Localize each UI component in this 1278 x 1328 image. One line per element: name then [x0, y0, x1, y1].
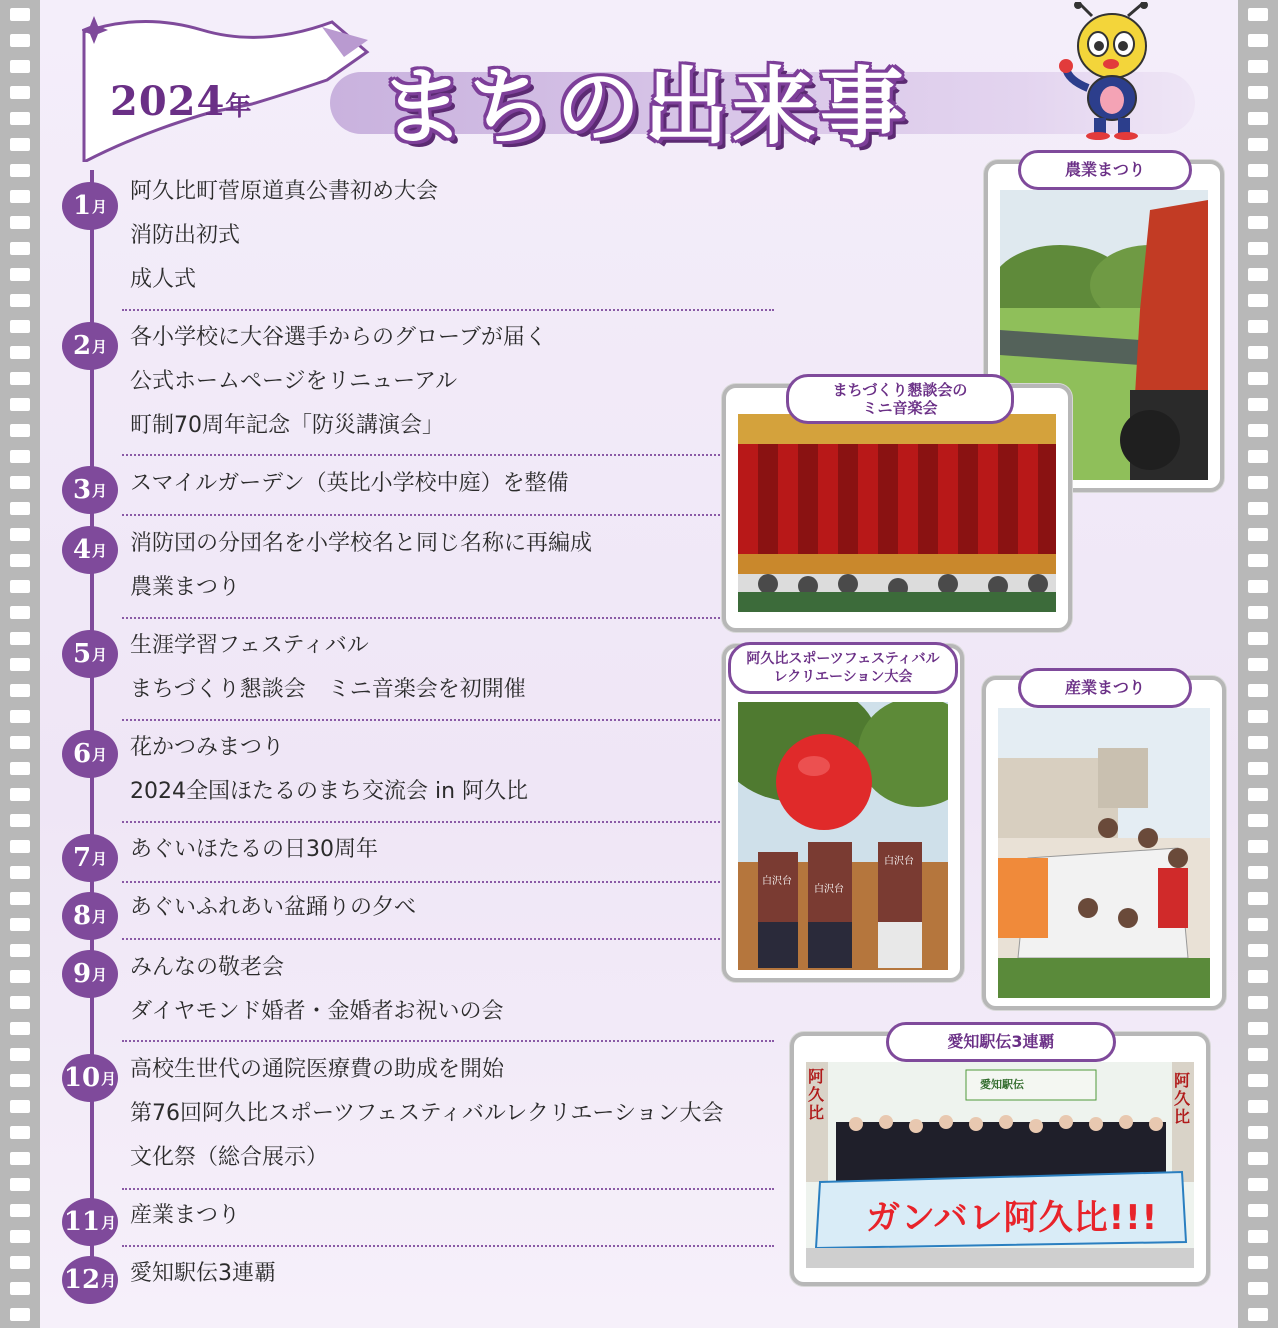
divider	[122, 881, 720, 883]
film-hole	[1248, 554, 1268, 567]
film-hole	[10, 1282, 30, 1295]
film-hole	[10, 216, 30, 229]
event-text: 文化祭（総合展示）	[130, 1145, 329, 1170]
film-hole	[10, 996, 30, 1009]
film-hole	[1248, 658, 1268, 671]
year-label: 2024年	[110, 78, 253, 125]
film-hole	[1248, 684, 1268, 697]
film-hole	[10, 762, 30, 775]
film-hole	[1248, 1126, 1268, 1139]
film-hole	[10, 476, 30, 489]
film-hole	[10, 1100, 30, 1113]
film-hole	[1248, 164, 1268, 177]
film-hole	[1248, 1282, 1268, 1295]
flag-text: 阿久比	[808, 1067, 825, 1122]
photo-mini-concert	[722, 381, 1072, 632]
film-hole	[1248, 294, 1268, 307]
divider	[122, 514, 720, 516]
photo-sports-festival	[722, 644, 964, 982]
film-hole	[1248, 1074, 1268, 1087]
flag-text: 阿久比	[1174, 1071, 1191, 1126]
event-text: 花かつみまつり	[130, 735, 285, 760]
film-hole	[10, 138, 30, 151]
film-hole	[10, 502, 30, 515]
month-badge-9: 9 月	[62, 950, 118, 998]
film-hole	[1248, 710, 1268, 723]
film-hole	[1248, 1256, 1268, 1269]
film-hole	[10, 372, 30, 385]
event-text: ダイヤモンド婚者・金婚者お祝いの会	[130, 999, 504, 1024]
event-text: 成人式	[130, 267, 197, 292]
event-text: 愛知駅伝3連覇	[130, 1261, 276, 1286]
bib-label: 白沢台	[814, 884, 844, 895]
event-text: 農業まつり	[130, 575, 241, 600]
film-hole	[10, 710, 30, 723]
bib-label: 白沢台	[884, 856, 914, 867]
film-hole	[1248, 866, 1268, 879]
film-hole	[1248, 398, 1268, 411]
film-hole	[1248, 736, 1268, 749]
industry-festival-image	[998, 708, 1210, 998]
film-hole	[1248, 216, 1268, 229]
month-badge-3: 3 月	[62, 466, 118, 514]
film-hole	[1248, 788, 1268, 801]
film-hole	[10, 736, 30, 749]
event-text: 高校生世代の通院医療費の助成を開始	[130, 1057, 505, 1082]
film-hole	[10, 788, 30, 801]
film-hole	[10, 8, 30, 21]
photo-caption: 産業まつり	[1018, 668, 1192, 708]
mascot-illustration	[1058, 2, 1168, 140]
film-hole	[10, 86, 30, 99]
film-hole	[10, 1074, 30, 1087]
film-hole	[10, 606, 30, 619]
photo-industry-festival	[982, 676, 1226, 1010]
sports-festival-image	[738, 702, 948, 970]
film-hole	[10, 294, 30, 307]
film-hole	[1248, 190, 1268, 203]
film-hole	[1248, 1204, 1268, 1217]
event-text: 消防団の分団名を小学校名と同じ名称に再編成	[130, 531, 593, 556]
bib-label: 白沢台	[762, 876, 792, 887]
film-hole	[1248, 60, 1268, 73]
film-hole	[1248, 528, 1268, 541]
film-hole	[1248, 346, 1268, 359]
month-badge-11: 11 月	[62, 1198, 118, 1246]
film-hole	[10, 918, 30, 931]
film-hole	[1248, 502, 1268, 515]
film-hole	[10, 346, 30, 359]
film-hole	[10, 164, 30, 177]
event-text: 2024全国ほたるのまち交流会 in 阿久比	[130, 779, 529, 804]
event-text: あぐいほたるの日30周年	[130, 837, 378, 862]
film-hole	[1248, 944, 1268, 957]
film-hole	[10, 970, 30, 983]
film-hole	[1248, 1100, 1268, 1113]
film-hole	[10, 528, 30, 541]
film-hole	[10, 658, 30, 671]
film-hole	[10, 112, 30, 125]
film-hole	[1248, 1048, 1268, 1061]
month-badge-12: 12 月	[62, 1256, 118, 1304]
film-hole	[10, 1126, 30, 1139]
banner-text: ガンバレ阿久比!!!	[866, 1198, 1159, 1238]
month-badge-7: 7 月	[62, 834, 118, 882]
divider	[122, 309, 774, 311]
divider	[122, 821, 720, 823]
film-hole	[1248, 372, 1268, 385]
film-hole	[1248, 762, 1268, 775]
sign-text: 愛知駅伝	[980, 1078, 1024, 1091]
film-hole	[10, 1178, 30, 1191]
film-hole	[10, 1204, 30, 1217]
film-hole	[1248, 632, 1268, 645]
film-hole	[10, 320, 30, 333]
film-hole	[10, 34, 30, 47]
film-hole	[1248, 86, 1268, 99]
film-hole	[1248, 580, 1268, 593]
photo-caption: 阿久比スポーツフェスティバル レクリエーション大会	[728, 642, 958, 694]
month-badge-1: 1 月	[62, 182, 118, 230]
film-hole	[1248, 840, 1268, 853]
event-text: みんなの敬老会	[130, 955, 285, 980]
event-text: スマイルガーデン（英比小学校中庭）を整備	[130, 471, 569, 496]
film-hole	[10, 840, 30, 853]
film-strip-right	[1238, 0, 1278, 1328]
film-hole	[10, 450, 30, 463]
month-badge-10: 10 月	[62, 1054, 118, 1102]
film-hole	[10, 1230, 30, 1243]
film-hole	[10, 424, 30, 437]
film-hole	[1248, 996, 1268, 1009]
divider	[122, 719, 720, 721]
photo-caption: 農業まつり	[1018, 150, 1192, 190]
divider	[122, 1040, 774, 1042]
event-text: 阿久比町菅原道真公書初め大会	[130, 179, 439, 204]
divider	[122, 1245, 774, 1247]
film-hole	[1248, 34, 1268, 47]
film-hole	[1248, 138, 1268, 151]
aichi-ekiden-image	[806, 1062, 1194, 1268]
event-text: 生涯学習フェスティバル	[130, 633, 369, 658]
film-hole	[10, 398, 30, 411]
film-hole	[10, 1022, 30, 1035]
divider	[122, 938, 720, 940]
film-hole	[10, 944, 30, 957]
month-badge-2: 2 月	[62, 322, 118, 370]
event-text: あぐいふれあい盆踊りの夕べ	[130, 895, 417, 920]
event-text: 第76回阿久比スポーツフェスティバルレクリエーション大会	[130, 1101, 724, 1126]
film-hole	[1248, 814, 1268, 827]
film-hole	[1248, 268, 1268, 281]
month-badge-8: 8 月	[62, 892, 118, 940]
film-hole	[1248, 1152, 1268, 1165]
month-badge-5: 5 月	[62, 630, 118, 678]
film-hole	[1248, 1230, 1268, 1243]
mini-concert-image	[738, 414, 1056, 612]
film-hole	[10, 268, 30, 281]
film-hole	[1248, 1308, 1268, 1321]
photo-aichi-ekiden	[790, 1032, 1210, 1286]
film-hole	[10, 632, 30, 645]
film-hole	[10, 1308, 30, 1321]
film-hole	[1248, 476, 1268, 489]
photo-caption: まちづくり懇談会の ミニ音楽会	[786, 374, 1014, 424]
month-badge-6: 6 月	[62, 730, 118, 778]
divider	[122, 617, 720, 619]
film-hole	[1248, 424, 1268, 437]
photo-caption: 愛知駅伝3連覇	[886, 1022, 1116, 1062]
event-text: 消防出初式	[130, 223, 241, 248]
film-hole	[10, 242, 30, 255]
film-hole	[1248, 1178, 1268, 1191]
divider	[122, 1188, 774, 1190]
film-hole	[10, 1048, 30, 1061]
film-hole	[1248, 892, 1268, 905]
film-hole	[10, 684, 30, 697]
film-hole	[1248, 918, 1268, 931]
month-badge-4: 4 月	[62, 526, 118, 574]
film-hole	[1248, 1022, 1268, 1035]
film-hole	[10, 554, 30, 567]
film-hole	[10, 1152, 30, 1165]
film-hole	[10, 1256, 30, 1269]
event-text: まちづくり懇談会 ミニ音楽会を初開催	[130, 677, 526, 702]
film-hole	[1248, 8, 1268, 21]
event-text: 産業まつり	[130, 1203, 241, 1228]
film-hole	[10, 892, 30, 905]
film-hole	[1248, 970, 1268, 983]
film-hole	[10, 190, 30, 203]
divider	[122, 454, 720, 456]
film-hole	[10, 814, 30, 827]
film-hole	[1248, 450, 1268, 463]
film-hole	[10, 866, 30, 879]
film-hole	[1248, 320, 1268, 333]
film-hole	[10, 580, 30, 593]
film-hole	[10, 60, 30, 73]
event-text: 公式ホームページをリニューアル	[130, 369, 458, 394]
film-hole	[1248, 606, 1268, 619]
event-text: 町制70周年記念「防災講演会」	[130, 413, 444, 438]
event-text: 各小学校に大谷選手からのグローブが届く	[130, 325, 547, 350]
film-hole	[1248, 242, 1268, 255]
page-title: まちの出来事	[380, 58, 909, 156]
film-strip-left	[0, 0, 40, 1328]
film-hole	[1248, 112, 1268, 125]
